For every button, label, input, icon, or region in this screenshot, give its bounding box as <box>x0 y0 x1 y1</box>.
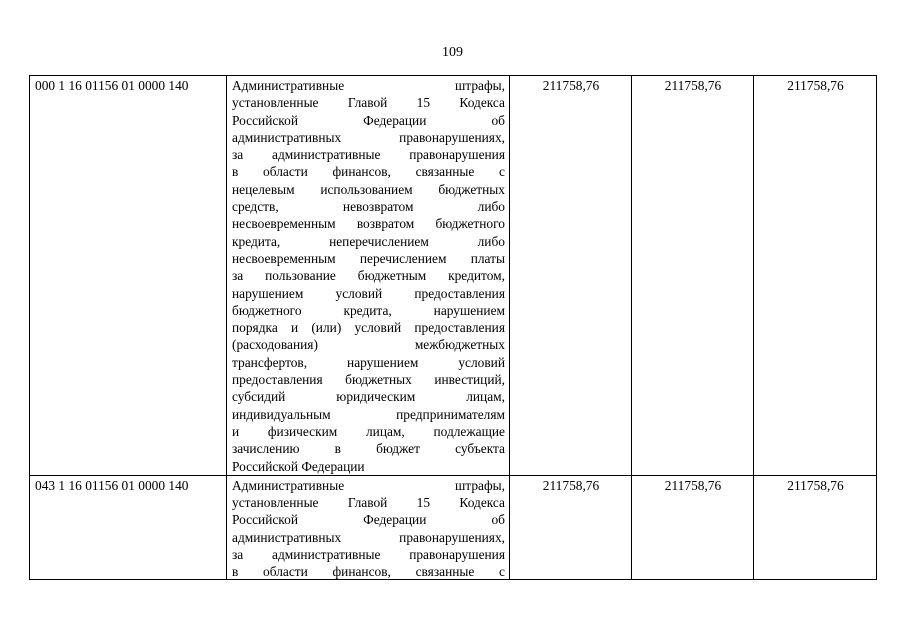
description-line: индивидуальным предпринимателям <box>232 406 505 422</box>
description-line: порядка и (или) условий предоставления <box>232 320 505 336</box>
description-line: несвоевременным возвратом бюджетного <box>232 216 505 232</box>
description-line: нарушением условий предоставления <box>232 285 505 301</box>
amount-cell: 211758,76 <box>510 475 632 580</box>
description-line: зачислению в бюджет субъекта <box>232 441 505 457</box>
amount-cell: 211758,76 <box>510 76 632 476</box>
description-line: несвоевременным перечислением платы <box>232 250 505 266</box>
description-line: средств, невозвратом либо <box>232 199 505 215</box>
amount-cell: 211758,76 <box>754 475 877 580</box>
description-cell <box>227 475 510 580</box>
description-line: предоставления бюджетных инвестиций, <box>232 372 505 388</box>
description-line: административных правонарушениях, <box>232 529 505 545</box>
page-number: 109 <box>442 45 463 60</box>
description-line: Административные штрафы, <box>232 78 505 93</box>
description-line: трансфертов, нарушением условий <box>232 354 505 370</box>
description-line: бюджетного кредита, нарушением <box>232 302 505 318</box>
description-line: за административные правонарушения <box>232 547 505 563</box>
amount-cell: 211758,76 <box>632 76 754 476</box>
description-line: Российской Федерации об <box>232 512 505 528</box>
amount-cell: 211758,76 <box>632 475 754 580</box>
budget-table-container <box>29 75 877 580</box>
description-line: в области финансов, связанные с <box>232 564 505 580</box>
table-row <box>30 76 877 476</box>
description-line: субсидий юридическим лицам, <box>232 389 505 405</box>
table-row <box>30 475 877 580</box>
description-line: установленные Главой 15 Кодекса <box>232 95 505 111</box>
description-line: за административные правонарушения <box>232 147 505 163</box>
description-line: Российской Федерации <box>232 458 365 474</box>
description-cell <box>227 76 510 476</box>
description-line: установленные Главой 15 Кодекса <box>232 495 505 511</box>
budget-table <box>29 75 877 580</box>
description-line: и физическим лицам, подлежащие <box>232 423 505 439</box>
budget-code-cell: 000 1 16 01156 01 0000 140 <box>30 76 227 476</box>
description-line: в области финансов, связанные с <box>232 164 505 180</box>
description-line: Российской Федерации об <box>232 112 505 128</box>
description-line: кредита, неперечислением либо <box>232 233 505 249</box>
budget-code-cell: 043 1 16 01156 01 0000 140 <box>30 475 227 580</box>
amount-cell: 211758,76 <box>754 76 877 476</box>
description-line: Административные штрафы, <box>232 477 505 493</box>
description-line: (расходования) межбюджетных <box>232 337 505 353</box>
description-line: за пользование бюджетным кредитом, <box>232 268 505 284</box>
description-line: административных правонарушениях, <box>232 129 505 145</box>
description-line: нецелевым использованием бюджетных <box>232 181 505 197</box>
